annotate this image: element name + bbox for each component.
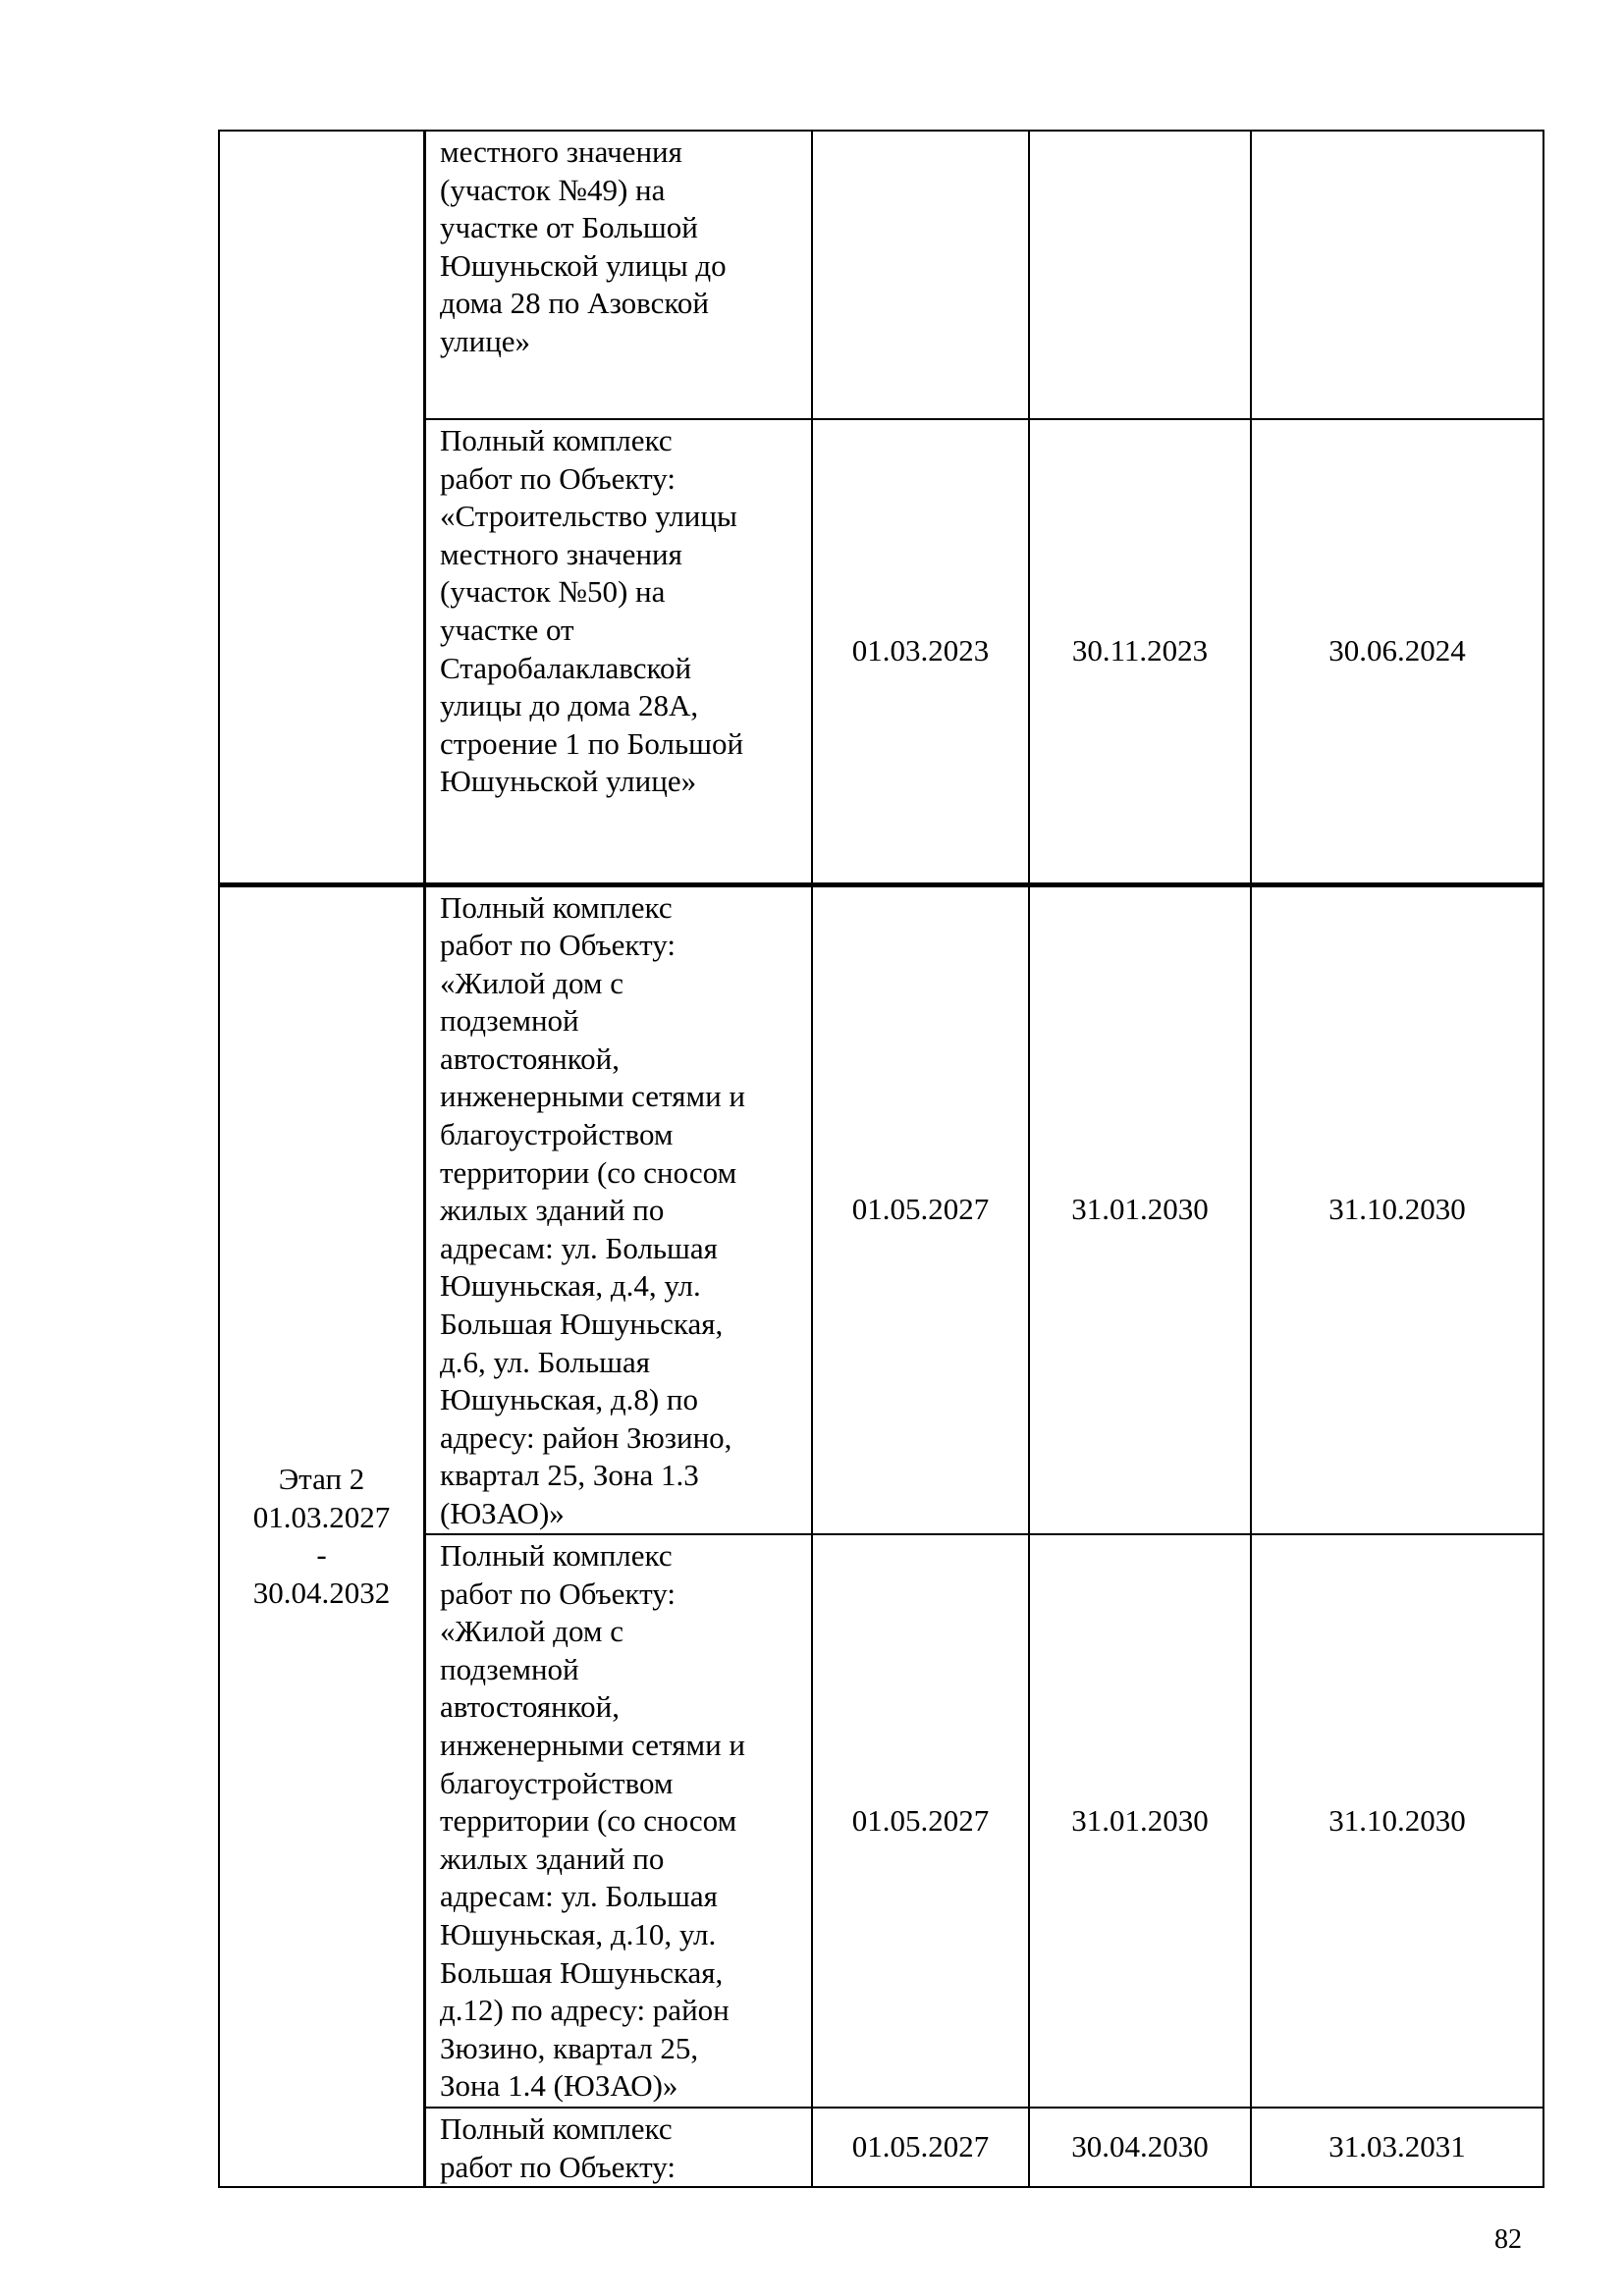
end-date-cell: 31.01.2030 <box>1029 1534 1251 2108</box>
full-end-date-cell: 31.10.2030 <box>1251 1534 1543 2108</box>
object-description: Полный комплекс работ по Объекту: <box>440 2111 676 2184</box>
object-description: Полный комплекс работ по Объекту: «Строительство улицы местного значения (участок №50) на участке от Старобалаклавской улицы до дома 28А, строение 1 по Большой Юшуньской улице» <box>440 423 744 799</box>
start-date-cell: 01.05.2027 <box>812 2108 1029 2187</box>
object-description: Полный комплекс работ по Объекту: «Жилой дом с подземной автостоянкой, инженерными сетями и благоустройством территории (со сносом жилых зданий по адресам: ул. Большая Юшуньская, д.10, ул. Большая Юшуньская, д.12) по адресу: район Зюзино, квартал 25, Зона 1.4 (ЮЗАО)» <box>440 1538 746 2104</box>
end-date-cell: 30.04.2030 <box>1029 2108 1251 2187</box>
schedule-table <box>218 130 1544 2188</box>
start-date-cell: 01.05.2027 <box>812 1534 1029 2108</box>
start-date-cell: 01.05.2027 <box>812 884 1029 1534</box>
start-date-cell <box>812 131 1029 419</box>
stage-cell-empty <box>219 131 425 884</box>
stage-label: Этап 2 01.03.2027 - 30.04.2032 <box>252 1462 391 1610</box>
end-date-cell: 31.01.2030 <box>1029 884 1251 1534</box>
object-description-cell <box>425 419 813 884</box>
object-description-cell <box>425 131 813 419</box>
full-end-date-cell: 30.06.2024 <box>1251 419 1543 884</box>
page-number: 82 <box>1494 2224 1522 2255</box>
full-end-date-cell <box>1251 131 1543 419</box>
full-end-date-cell: 31.10.2030 <box>1251 884 1543 1534</box>
object-description-cell <box>425 884 813 1534</box>
full-end-date-cell: 31.03.2031 <box>1251 2108 1543 2187</box>
start-date-cell: 01.03.2023 <box>812 419 1029 884</box>
end-date-cell: 30.11.2023 <box>1029 419 1251 884</box>
object-description: местного значения (участок №49) на участке от Большой Юшуньской улицы до дома 28 по Азовской улице» <box>440 134 727 358</box>
stage-cell <box>219 884 425 2187</box>
end-date-cell <box>1029 131 1251 419</box>
object-description: Полный комплекс работ по Объекту: «Жилой дом с подземной автостоянкой, инженерными сетями и благоустройством территории (со сносом жилых зданий по адресам: ул. Большая Юшуньская, д.4, ул. Большая Юшуньская, д.6, ул. Большая Юшуньская, д.8) по адресу: район Зюзино, квартал 25, Зона 1.3 (ЮЗАО)» <box>440 889 746 1530</box>
table-row <box>219 131 1543 419</box>
table-row <box>219 884 1543 1534</box>
object-description-cell <box>425 1534 813 2108</box>
object-description-cell <box>425 2108 813 2187</box>
